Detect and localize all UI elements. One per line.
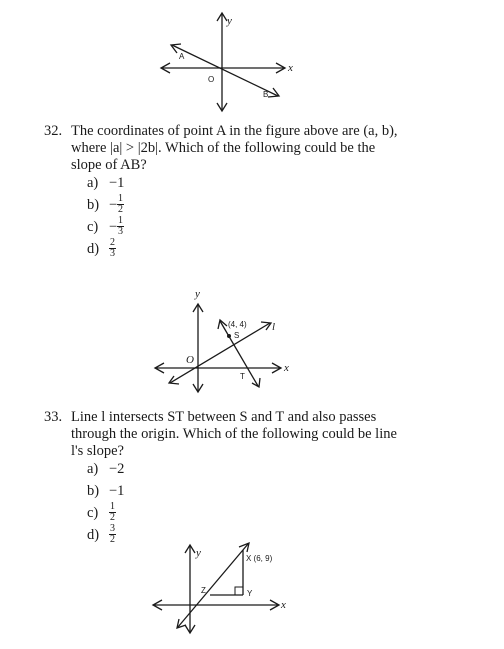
figure-2 bbox=[150, 283, 310, 398]
option-letter: d) bbox=[87, 241, 100, 257]
fig3-y-label: y bbox=[196, 547, 201, 559]
question-line: through the origin. Which of the following could be line bbox=[71, 426, 397, 442]
question-line: The coordinates of point A in the figure above are (a, b), bbox=[71, 123, 398, 139]
fig2-point-t-label: T bbox=[240, 372, 245, 381]
option-letter: a) bbox=[87, 175, 99, 191]
fig1-origin-label: O bbox=[208, 75, 215, 84]
option-letter: b) bbox=[87, 197, 100, 213]
question-line: where |a| > |2b|. Which of the following could be the bbox=[71, 140, 376, 156]
fig1-y-label: y bbox=[227, 15, 232, 27]
fig3-point-x-label: X (6, 9) bbox=[246, 554, 273, 563]
question-number: 33. bbox=[44, 409, 63, 425]
option-fraction: $\frac{1}{2}$ bbox=[110, 501, 115, 523]
option-value: −2 bbox=[109, 461, 125, 477]
option-value: −1 bbox=[109, 483, 125, 499]
option-fraction: $\frac{1}{2}$ bbox=[118, 193, 123, 215]
fig2-x-label: x bbox=[284, 362, 289, 374]
fig2-y-label: y bbox=[195, 288, 200, 300]
question-text bbox=[71, 123, 461, 174]
fig1-x-label: x bbox=[288, 62, 293, 74]
figure-1 bbox=[150, 8, 310, 113]
question-line: slope of AB? bbox=[71, 157, 147, 173]
fig2-point-coords: (4, 4) bbox=[228, 320, 247, 329]
fig1-point-b-label: B bbox=[263, 90, 269, 99]
question-line: Line l intersects ST between S and T and also passes bbox=[71, 409, 377, 425]
option-sign: − bbox=[109, 219, 118, 235]
option-letter: c) bbox=[87, 505, 99, 521]
fig2-line-l-label: l bbox=[272, 321, 276, 333]
option-letter: d) bbox=[87, 527, 100, 543]
option-letter: b) bbox=[87, 483, 100, 499]
fig3-point-z-label: Z bbox=[201, 586, 206, 595]
option-sign: − bbox=[109, 197, 118, 213]
option-value: −1 bbox=[109, 175, 125, 191]
fig3-x-label: x bbox=[281, 599, 286, 611]
option-fraction: $\frac{1}{3}$ bbox=[118, 215, 123, 237]
fig1-point-a-label: A bbox=[179, 52, 185, 61]
option-letter: a) bbox=[87, 461, 99, 477]
option-letter: c) bbox=[87, 219, 99, 235]
option-fraction: $\frac{2}{3}$ bbox=[110, 237, 115, 259]
option-fraction: $\frac{3}{2}$ bbox=[110, 523, 115, 545]
question-text bbox=[71, 409, 461, 460]
fig3-point-y-label: Y bbox=[247, 589, 253, 598]
question-number: 32. bbox=[44, 123, 63, 139]
figure-3 bbox=[150, 540, 300, 640]
question-line: l's slope? bbox=[71, 443, 124, 459]
fig2-origin-label: O bbox=[186, 354, 194, 366]
fig2-point-s-label: S bbox=[234, 331, 240, 340]
